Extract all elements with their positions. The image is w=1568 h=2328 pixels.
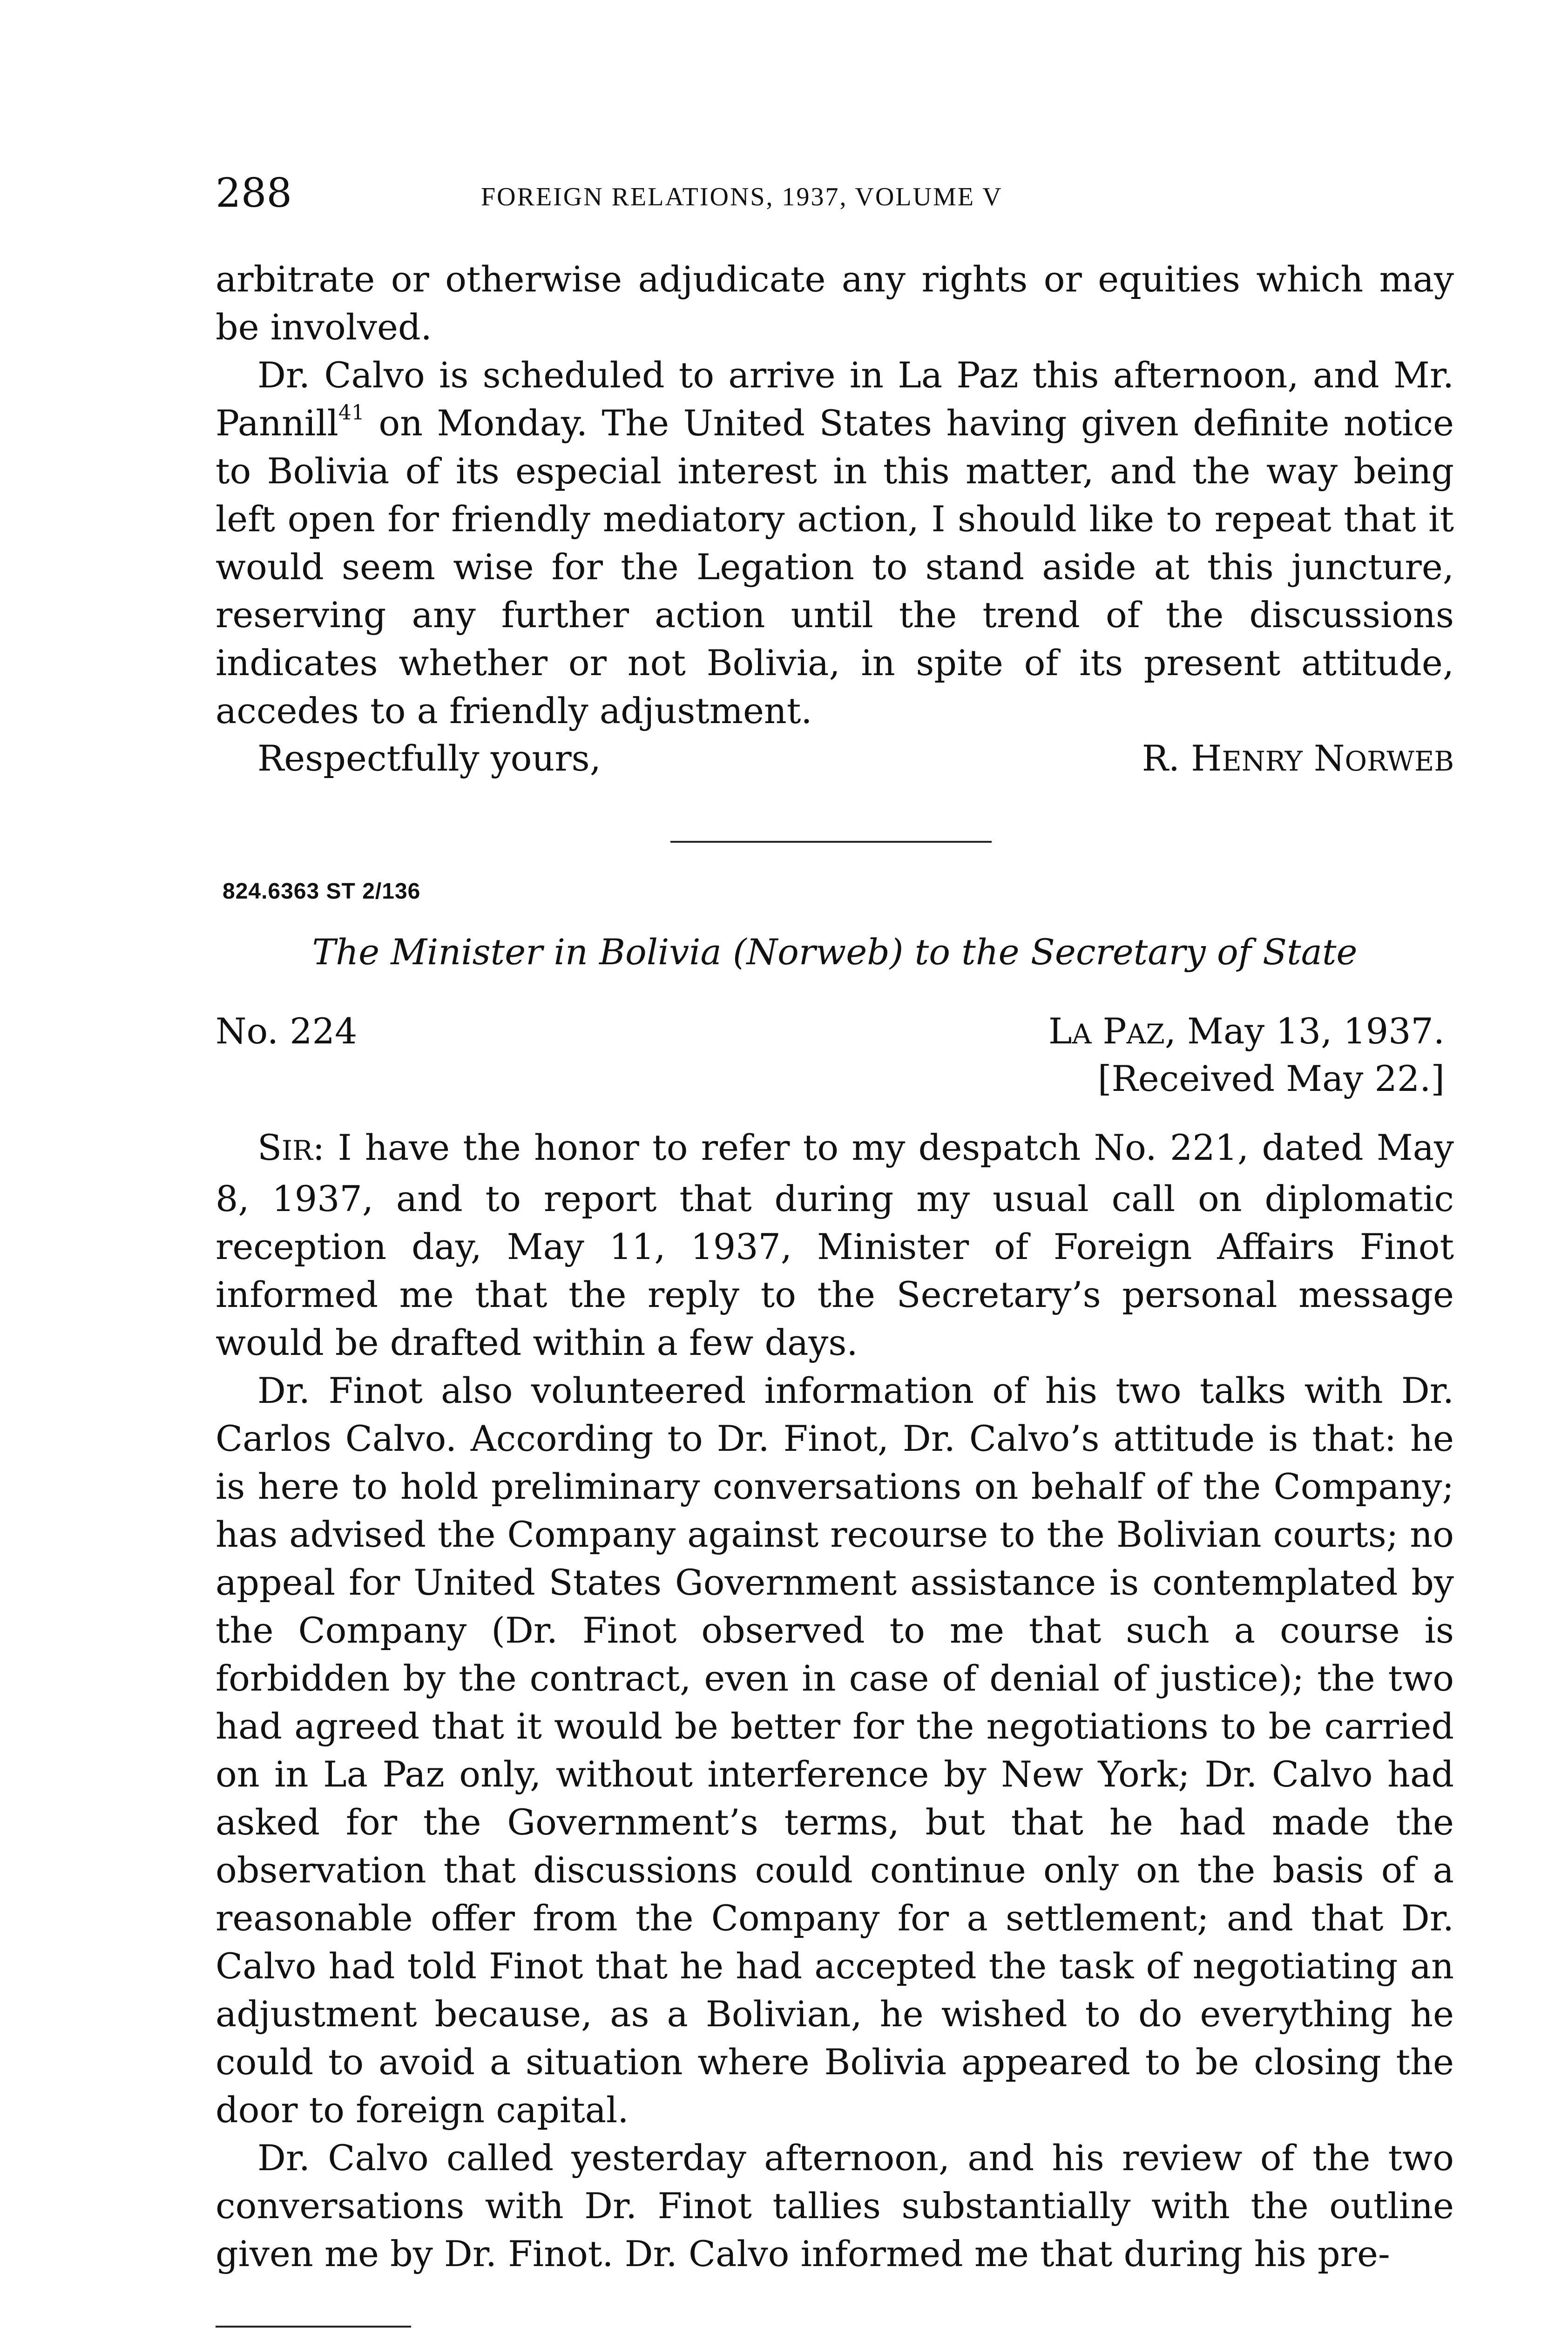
paragraph: Dr. Finot also volunteered information of his two talks with Dr. Carlos Calvo. According to Dr. Finot, Dr. Calvo’s attitude is that: he is here to hold preliminary conversations on behalf of the Company; has advised the Company against recourse to the Bolivian courts; no appeal for United States Government assistance is contemplated by the Company (Dr. Finot observed to me that such a course is forbidden by the contract, even in case of denial of justice); the two had agreed that it would be better for the negotiations to be carried on in La Paz only, without interference by New York; Dr. Calvo had asked for the Government’s terms, but that he had made the observation that discussions could continue only on the basis of a reasonable offer from the Company for a settlement; and that Dr. Calvo had told Finot that he had accepted the task of negotiating an adjustment because, as a Bolivian, he wished to do everything he could to avoid a situation where Bolivia appeared to be closing the door to foreign capital. [216,1370,1454,2131]
section-divider [670,841,992,843]
paragraph-text: : I have the honor to refer to my despatch No. 221, dated May 8, 1937, and to report that during my usual call on diplomatic reception day, May 11, 1937, Minister of Foreign Affairs Finot informed me that the reply to the Secretary’s personal message would be drafted within a few days. [216,1127,1454,1363]
document-title: The Minister in Bolivia (Norweb) to the Secretary of State [312,931,1358,973]
paragraph: SIR: I have the honor to refer to my despatch No. 221, dated May 8, 1937, and to report that during my usual call on diplomatic reception day, May 11, 1937, Minister of Foreign Affairs Finot informed me that the reply to the Secretary’s personal message would be drafted within a few days. [216,1127,1454,1363]
paragraph-text: Dr. Calvo is scheduled to arrive in La Paz this afternoon, and Mr. Pannill [216,354,1454,444]
place-date: LA PAZ, May 13, 1937. [1048,1010,1445,1052]
letter-continuation [216,255,1454,735]
footnote-divider [216,2326,411,2328]
salutation: S [257,1127,282,1168]
closing: Respectfully yours, [257,738,601,779]
paragraph: arbitrate or otherwise adjudicate any rights or equities which may be involved. [216,258,1454,348]
paragraph [216,351,1454,735]
paragraph: Dr. Calvo called yesterday afternoon, and his review of the two conversations with Dr. Finot tallies substantially with the outline given me by Dr. Finot. Dr. Calvo informed me that during his pre- [216,2137,1454,2274]
signature-line [216,734,1454,785]
running-head: FOREIGN RELATIONS, 1937, VOLUME V [481,183,1003,211]
despatch-number: No. 224 [216,1010,358,1052]
file-number: 824.6363 ST 2/136 [223,879,421,904]
signature: R. HENRY NORWEB [1142,738,1454,779]
page-header [216,168,1454,219]
page-number: 288 [216,170,292,217]
received-date: [Received May 22.] [1097,1058,1445,1099]
footnote-reference: 41 [338,401,365,425]
paragraph-text: on Monday. The United States having given definite notice to Bolivia of its especial interest in this matter, and the way being left open for friendly mediatory action, I should like to repeat that it would seem wise for the Legation to stand aside at this juncture, reserving any further action until the trend of the discussions indicates whether or not Bolivia, in spite of its present attitude, accedes to a friendly adjustment. [216,402,1454,731]
despatch-body [216,1123,1454,2278]
